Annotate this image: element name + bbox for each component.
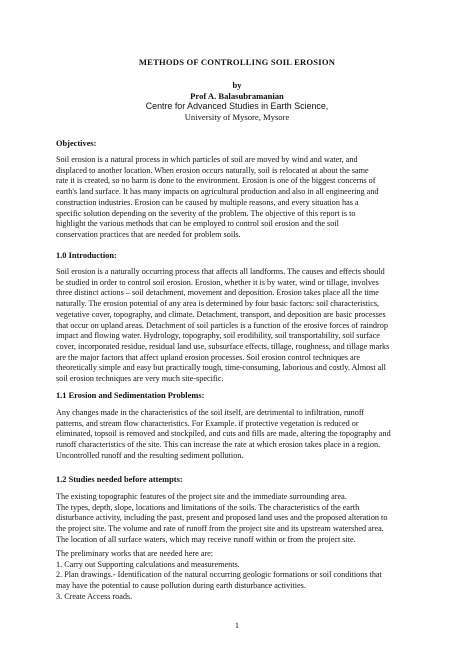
paragraph-introduction xyxy=(56,267,426,385)
text-line: vegetative cover, topography, and climate. Detachment, transport, and deposition are basic processes xyxy=(56,309,386,319)
text-line: theoretically simple and easy but practically tough, time-consuming, laborious and costly. Almost all xyxy=(56,363,386,373)
text-line: The preliminary works that are needed here are: xyxy=(56,549,214,558)
text-line: earth's land surface. It has many impacts on agricultural production and also in all engineering and xyxy=(56,187,379,197)
text-line: highlight the various methods that can be employed to control soil erosion and the soil xyxy=(56,219,339,229)
list-item: 1. Carry out Supporting calculations and measurements. xyxy=(56,559,240,569)
text-line: Uncontrolled runoff and the resulting sediment pollution. xyxy=(56,450,244,460)
paragraph-preliminary-works xyxy=(56,549,426,603)
text-line: patterns, and stream flow characteristics. For Example. if protective vegetation is reduced or xyxy=(56,418,359,428)
text-line: displaced to another location. When erosion occurs naturally, soil is relocated at about the same xyxy=(56,165,369,175)
text-line: the project site. The volume and rate of runoff from the project site and its upstream watershed area. xyxy=(56,524,384,534)
page-number: 1 xyxy=(234,621,240,630)
text-line: are the major factors that affect upland erosion processes. Soil erosion control techniques are xyxy=(56,352,361,362)
paragraph-erosion-sedimentation xyxy=(56,408,426,462)
text-line: runoff characteristics of the site. This can increase the rate at which erosion takes place in a region. xyxy=(56,440,381,450)
document-title: METHODS OF CONTROLLING SOIL EROSION xyxy=(138,57,336,67)
text-line: The location of all surface waters, which may receive runoff within or from the project site. xyxy=(56,534,356,544)
list-item: 2. Plan drawings.- Identification of the natural occurring geologic formations or soil conditions that xyxy=(56,570,382,580)
text-line: cover, incorporated residue, residual land use, subsurface effects, tillage, roughness, and tillage marks xyxy=(56,341,390,351)
text-line: soil erosion techniques are very much site-specific. xyxy=(56,374,224,384)
list-item-continuation: may have the potential to cause pollution during earth disturbance activities. xyxy=(56,581,306,591)
text-line: Any changes made in the characteristics of the soil itself, are detrimental to infiltration, runoff xyxy=(56,408,365,417)
text-line: eliminated, topsoil is removed and stockpiled, and cuts and fills are made, altering the topography and xyxy=(56,429,391,439)
text-line: be studied in order to control soil erosion. Erosion, whether it is by water, wind or tillage, involves xyxy=(56,277,379,287)
text-line: that occur on upland areas. Detachment of soil particles is a function of the erosive forces of raindrop xyxy=(56,320,388,330)
text-line: The existing topographic features of the project site and the immediate surrounding area. xyxy=(56,492,347,501)
text-line: Soil erosion is a natural process in which particles of soil are moved by wind and water, and xyxy=(56,155,358,164)
text-line: construction industries. Erosion can be caused by multiple reasons, and every situation has a xyxy=(56,197,359,207)
section-heading-objectives: Objectives: xyxy=(56,139,97,148)
text-line: The types, depth, slope, locations and limitations of the soils. The characteristics of the earth xyxy=(56,502,360,512)
section-heading-erosion-sedimentation: 1.1 Erosion and Sedimentation Problems: xyxy=(56,391,205,400)
author-name: Prof A. Balasubramanian xyxy=(190,91,284,101)
text-line: three distinct actions – soil detachment, movement and deposition. Erosion takes place all the time xyxy=(56,288,379,298)
text-line: Soil erosion is a naturally occurring process that affects all landforms. The causes and effects should xyxy=(56,267,385,276)
section-heading-studies-needed: 1.2 Studies needed before attempts: xyxy=(56,475,183,484)
text-line: conservation practices that are needed for problem soils. xyxy=(56,229,241,239)
text-line: specific solution depending on the severity of the problem. The objective of this report is to xyxy=(56,208,356,218)
paragraph-objectives xyxy=(56,155,426,241)
list-item: 3. Create Access roads. xyxy=(56,591,133,601)
section-heading-introduction: 1.0 Introduction: xyxy=(56,251,117,260)
text-line: impact and flowing water. Hydrology, topography, soil erodibility, soil transportability, soil surface xyxy=(56,331,380,341)
author-affiliation: Centre for Advanced Studies in Earth Science, xyxy=(145,101,329,111)
byline-by: by xyxy=(232,80,242,90)
text-line: naturally. The erosion potential of any area is determined by four basic factors: soil characteristics, xyxy=(56,299,380,309)
text-line: disturbance activity, including the past, present and proposed land uses and the proposed alteration to xyxy=(56,513,388,523)
author-university: University of Mysore, Mysore xyxy=(184,112,290,122)
text-line: rate it is created, so no harm is done to the environment. Erosion is one of the biggest concerns of xyxy=(56,176,376,186)
paragraph-studies-needed xyxy=(56,492,426,546)
